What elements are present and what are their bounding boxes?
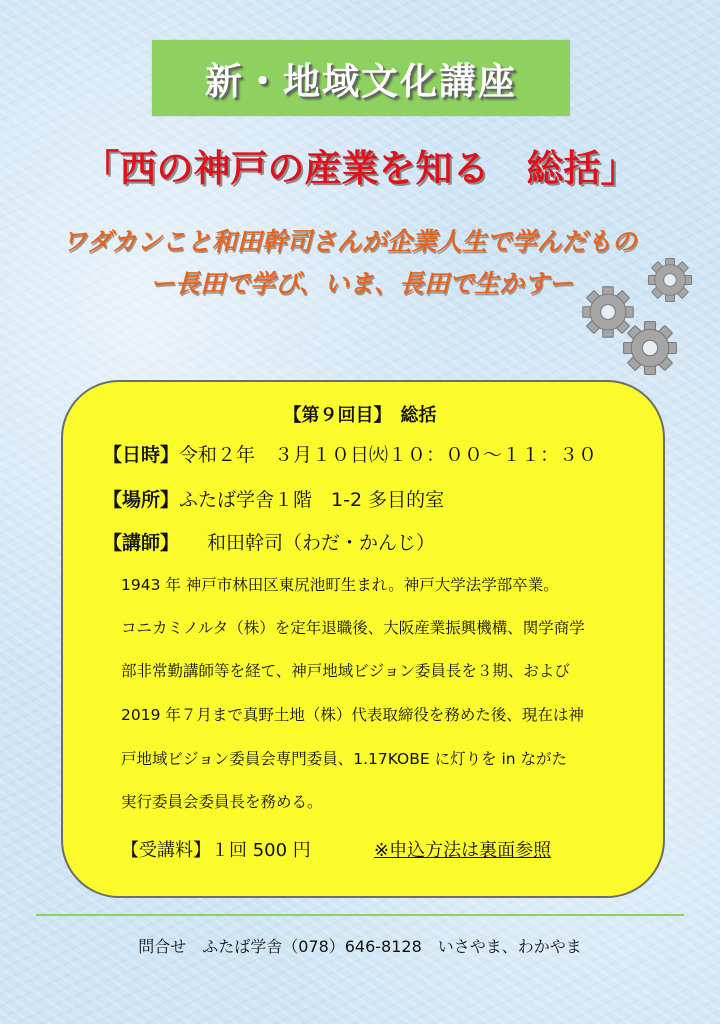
application-note: ※申込方法は裏面参照 — [374, 840, 552, 861]
bio-line: 部非常勤講師等を経て、神戸地域ビジョン委員長を３期、および — [121, 662, 570, 680]
lecturer-row — [103, 528, 435, 555]
lecturer-value: 和田幹司（わだ・かんじ） — [207, 532, 436, 554]
bio-line: 2019 年７月まで真野土地（株）代表取締役を務めた後、現在は神 — [121, 706, 584, 724]
title-banner — [152, 40, 570, 116]
fee-value: １回 500 円 — [211, 840, 311, 861]
footer-divider — [36, 914, 684, 916]
place-label: 【場所】 — [103, 489, 180, 511]
place-value: ふたば学舎１階 1-2 多目的室 — [179, 489, 445, 511]
bio-line: 実行委員会委員長を務める。 — [121, 793, 323, 811]
subtitle: 「西の神戸の産業を知る 総括」 — [82, 147, 638, 190]
datetime-row — [103, 440, 597, 467]
tagline-2: ー長田で学び、いま、長田で生かすー — [150, 269, 574, 298]
place-row — [103, 485, 444, 512]
lecturer-label: 【講師】 — [103, 532, 180, 554]
fee-row — [121, 836, 311, 862]
tagline-1: ワダカンこと和田幹司さんが企業人生で学んだもの — [62, 227, 637, 256]
gears-icon — [574, 250, 714, 390]
session-heading: 【第９回目】 総括 — [283, 405, 437, 426]
page-title: 新・地域文化講座 — [205, 60, 517, 103]
fee-label: 【受講料】 — [121, 840, 211, 861]
bio-line: 1943 年 神戸市林田区東尻池町生まれ。神戸大学法学部卒業。 — [121, 576, 559, 594]
datetime-value: 令和２年 ３月１０日㈫１０：００～１１：３０ — [179, 444, 598, 466]
bio-line: 戸地域ビジョン委員会専門委員、1.17KOBE に灯りを in ながた — [121, 750, 568, 768]
bio-line: コニカミノルタ（株）を定年退職後、大阪産業振興機構、関学商学 — [121, 619, 585, 637]
datetime-label: 【日時】 — [103, 444, 180, 466]
contact-info: 問合せ ふたば学舎（078）646-8128 いさやま、わかやま — [138, 937, 582, 956]
